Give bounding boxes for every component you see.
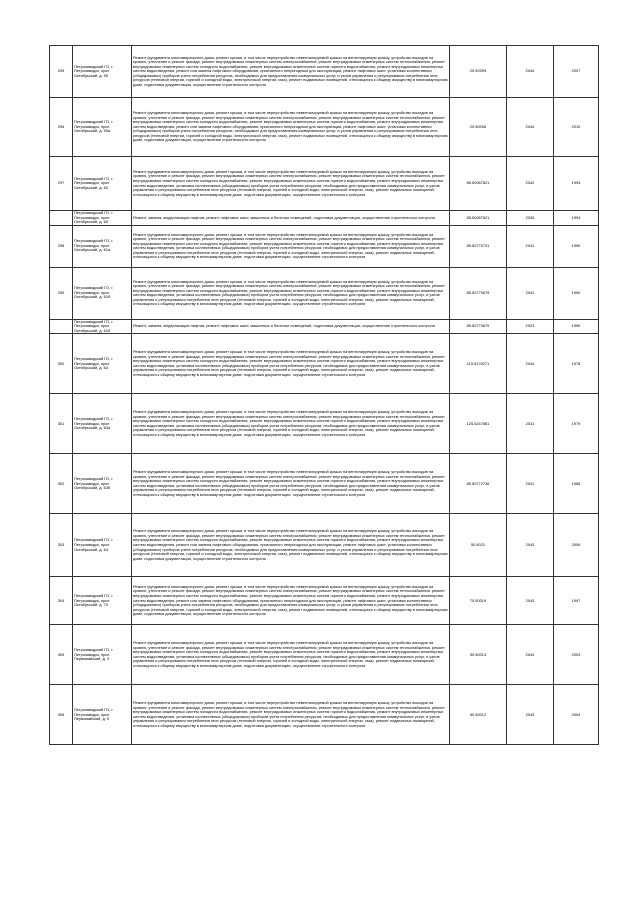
table-body bbox=[50, 46, 599, 745]
row-number: 297 bbox=[50, 157, 73, 211]
table-row bbox=[50, 98, 599, 157]
construction-year-cell: 1990 bbox=[554, 267, 599, 319]
cadastral-number-cell: 20.50399 bbox=[450, 46, 507, 98]
table-row bbox=[50, 157, 599, 211]
construction-year-cell: 2007 bbox=[554, 46, 599, 98]
construction-year-cell: 1978 bbox=[554, 334, 599, 394]
row-number: 295 bbox=[50, 46, 73, 98]
table-row bbox=[50, 211, 599, 226]
row-number bbox=[50, 319, 73, 334]
cadastral-number-cell: 50.50012 bbox=[450, 685, 507, 745]
row-number: 301 bbox=[50, 394, 73, 454]
address-cell: Петрозаводский ГО, г. Петрозаводск, прсп Октябрьский, д. 60 bbox=[73, 157, 132, 211]
cadastral-number-cell: 115.5178271 bbox=[450, 334, 507, 394]
row-number: 298 bbox=[50, 225, 73, 267]
planned-year-cell: 2044 bbox=[507, 334, 554, 394]
planned-year-cell: 2043 bbox=[507, 514, 554, 577]
planned-year-cell: 2044 bbox=[507, 98, 554, 157]
table-row bbox=[50, 685, 599, 745]
work-description-cell: Ремонт фундамента многоквартирного дома, ремонт крыши, в том числе переустройство невентилируемой крыши на вентилируемую крышу, устройство выходов на кровлю, утепление и ремонт фасада, ремонт внутридомовых инженерных систем электроснабжения, ремонт внутридомовых инженерных систем теплоснабжения, ремонт внутридомовых инженерных систем холодного водоснабжения, ремонт внутридомовых инженерных систем горячего водоснабжения, ремонт внутридомовых инженерных систем водоотведения, установка коллективных (общедомовых) приборов учета потребления ресурсов, необходимых для предоставления коммунальных услуг, и узлов управления и регулирования потребления этих ресурсов (тепловой энергии, горячей и холодной воды, электрической энергии, газа), ремонт подвальных помещений, относящихся к общему имуществу в многоквартирном доме, подготовка документации, осуществление строительного контроля bbox=[132, 394, 450, 454]
address-cell: Петрозаводский ГО, г. Петрозаводск, прсп Октябрьский, д. 70 bbox=[73, 577, 132, 625]
address-cell: Петрозаводский ГО, г. Петрозаводск, прсп Октябрьский, д. 63а bbox=[73, 394, 132, 454]
work-description-cell: Ремонт фундамента многоквартирного дома, ремонт крыши, в том числе переустройство невентилируемой крыши на вентилируемую крышу, устройство выходов на кровлю, утепление и ремонт фасада, ремонт внутридомовых инженерных систем электроснабжения, ремонт внутридомовых инженерных систем теплоснабжения, ремонт внутридомовых инженерных систем холодного водоснабжения, ремонт внутридомовых инженерных систем горячего водоснабжения, ремонт внутридомовых инженерных систем водоотведения, ремонт или замена лифтового оборудования, признанного непригодным для эксплуатации, ремонт лифтовых шахт, установка коллективных (общедомовых) приборов учета потребления ресурсов, необходимых для предоставления коммунальных услуг, и узлов управления и регулирования потребления этих ресурсов (тепловой энергии, горячей и холодной воды, электрической энергии, газа), ремонт подвальных помещений, относящихся к общему имуществу в многоквартирном доме, подготовка документации, осуществление строительного контроля bbox=[132, 577, 450, 625]
address-cell: Петрозаводский ГО, г. Петрозаводск, прсп Октябрьский, д. 59а bbox=[73, 98, 132, 157]
construction-year-cell: 1979 bbox=[554, 394, 599, 454]
construction-year-cell: 2004 bbox=[554, 685, 599, 745]
cadastral-number-cell: 85.50770731 bbox=[450, 225, 507, 267]
address-cell: Петрозаводский ГО, г. Петрозаводск, прсп Октябрьский, д. 63 bbox=[73, 334, 132, 394]
cadastral-number-cell: 50.5021 bbox=[450, 514, 507, 577]
work-description-cell: Ремонт фундамента многоквартирного дома, ремонт крыши, в том числе переустройство невентилируемой крыши на вентилируемую крышу, устройство выходов на кровлю, утепление и ремонт фасада, ремонт внутридомовых инженерных систем электроснабжения, ремонт внутридомовых инженерных систем теплоснабжения, ремонт внутридомовых инженерных систем холодного водоснабжения, ремонт внутридомовых инженерных систем горячего водоснабжения, ремонт внутридомовых инженерных систем водоотведения, установка коллективных (общедомовых) приборов учета потребления ресурсов, необходимых для предоставления коммунальных услуг, и узлов управления и регулирования потребления этих ресурсов (тепловой энергии, горячей и холодной воды, электрической энергии, газа), ремонт подвальных помещений, относящихся к общему имуществу в многоквартирном доме, подготовка документации, осуществление строительного контроля bbox=[132, 267, 450, 319]
planned-year-cell: 2043 bbox=[507, 685, 554, 745]
planned-year-cell: 2023 bbox=[507, 319, 554, 334]
row-number: 296 bbox=[50, 98, 73, 157]
work-description-cell: Ремонт фундамента многоквартирного дома, ремонт крыши, в том числе переустройство невентилируемой крыши на вентилируемую крышу, устройство выходов на кровлю, утепление и ремонт фасада, ремонт внутридомовых инженерных систем электроснабжения, ремонт внутридомовых инженерных систем теплоснабжения, ремонт внутридомовых инженерных систем холодного водоснабжения, ремонт внутридомовых инженерных систем горячего водоснабжения, ремонт внутридомовых инженерных систем водоотведения, установка коллективных (общедомовых) приборов учета потребления ресурсов, необходимых для предоставления коммунальных услуг, и узлов управления и регулирования потребления этих ресурсов (тепловой энергии, горячей и холодной воды, электрической энергии, газа), ремонт подвальных помещений, относящихся к общему имуществу в многоквартирном доме, подготовка документации, осуществление строительного контроля bbox=[132, 454, 450, 514]
planned-year-cell: 2030 bbox=[507, 211, 554, 226]
row-number: 306 bbox=[50, 685, 73, 745]
cadastral-number-cell: 75.50019 bbox=[450, 577, 507, 625]
row-number: 303 bbox=[50, 514, 73, 577]
table-row bbox=[50, 225, 599, 267]
address-cell: Петрозаводский ГО, г. Петрозаводск, прсп Октябрьский, д. 63б bbox=[73, 454, 132, 514]
planned-year-cell: 2031 bbox=[507, 394, 554, 454]
table-row bbox=[50, 577, 599, 625]
work-description-cell: Ремонт, замена, модернизация лифтов, ремонт лифтовых шахт, машинных и блочных помещений, подготовка документации, осуществление строительного контроля bbox=[132, 319, 450, 334]
table-row bbox=[50, 454, 599, 514]
table-row bbox=[50, 46, 599, 98]
cadastral-number-cell: 50.50013 bbox=[450, 625, 507, 685]
capital-repair-table bbox=[49, 45, 599, 745]
cadastral-number-cell: 85.50770679 bbox=[450, 267, 507, 319]
planned-year-cell: 2043 bbox=[507, 625, 554, 685]
cadastral-number-cell: 85.50087621 bbox=[450, 157, 507, 211]
work-description-cell: Ремонт фундамента многоквартирного дома, ремонт крыши, в том числе переустройство невентилируемой крыши на вентилируемую крышу, устройство выходов на кровлю, утепление и ремонт фасада, ремонт внутридомовых инженерных систем электроснабжения, ремонт внутридомовых инженерных систем теплоснабжения, ремонт внутридомовых инженерных систем холодного водоснабжения, ремонт внутридомовых инженерных систем горячего водоснабжения, ремонт внутридомовых инженерных систем водоотведения, установка коллективных (общедомовых) приборов учета потребления ресурсов, необходимых для предоставления коммунальных услуг, и узлов управления и регулирования потребления этих ресурсов (тепловой энергии, горячей и холодной воды, электрической энергии, газа), ремонт подвальных помещений, относящихся к общему имуществу в многоквартирном доме, подготовка документации, осуществление строительного контроля bbox=[132, 225, 450, 267]
work-description-cell: Ремонт фундамента многоквартирного дома, ремонт крыши, в том числе переустройство невентилируемой крыши на вентилируемую крышу, устройство выходов на кровлю, утепление и ремонт фасада, ремонт внутридомовых инженерных систем электроснабжения, ремонт внутридомовых инженерных систем теплоснабжения, ремонт внутридомовых инженерных систем холодного водоснабжения, ремонт внутридомовых инженерных систем горячего водоснабжения, ремонт внутридомовых инженерных систем водоотведения, ремонт или замена лифтового оборудования, признанного непригодным для эксплуатации, ремонт лифтовых шахт, установка коллективных (общедомовых) приборов учета потребления ресурсов, необходимых для предоставления коммунальных услуг, и узлов управления и регулирования потребления этих ресурсов (тепловой энергии, горячей и холодной воды, электрической энергии, газа), ремонт подвальных помещений, относящихся к общему имуществу в многоквартирном доме, подготовка документации, осуществление строительного контроля bbox=[132, 98, 450, 157]
construction-year-cell: 1990 bbox=[554, 225, 599, 267]
table-row bbox=[50, 625, 599, 685]
table-row bbox=[50, 514, 599, 577]
construction-year-cell: 1988 bbox=[554, 454, 599, 514]
planned-year-cell: 2041 bbox=[507, 454, 554, 514]
cadastral-number-cell: 85.50770679 bbox=[450, 319, 507, 334]
planned-year-cell: 2041 bbox=[507, 267, 554, 319]
work-description-cell: Ремонт, замена, модернизация лифтов, ремонт лифтовых шахт, машинных и блочных помещений, подготовка документации, осуществление строительного контроля bbox=[132, 211, 450, 226]
construction-year-cell: 2010 bbox=[554, 98, 599, 157]
address-cell: Петрозаводский ГО, г. Петрозаводск, прсп Первомайский, д. 5 bbox=[73, 685, 132, 745]
construction-year-cell: 1994 bbox=[554, 157, 599, 211]
planned-year-cell: 2043 bbox=[507, 577, 554, 625]
planned-year-cell: 2041 bbox=[507, 225, 554, 267]
table-row bbox=[50, 319, 599, 334]
table-row bbox=[50, 334, 599, 394]
planned-year-cell: 2042 bbox=[507, 157, 554, 211]
cadastral-number-cell: 125.5247681 bbox=[450, 394, 507, 454]
row-number: 305 bbox=[50, 625, 73, 685]
row-number: 304 bbox=[50, 577, 73, 625]
address-cell: Петрозаводский ГО, г. Петрозаводск, прсп Октябрьский, д. 64 bbox=[73, 514, 132, 577]
construction-year-cell: 1990 bbox=[554, 319, 599, 334]
cadastral-number-cell: 20.50006 bbox=[450, 98, 507, 157]
work-description-cell: Ремонт фундамента многоквартирного дома, ремонт крыши, в том числе переустройство невентилируемой крыши на вентилируемую крышу, устройство выходов на кровлю, утепление и ремонт фасада, ремонт внутридомовых инженерных систем электроснабжения, ремонт внутридомовых инженерных систем теплоснабжения, ремонт внутридомовых инженерных систем холодного водоснабжения, ремонт внутридомовых инженерных систем горячего водоснабжения, ремонт внутридомовых инженерных систем водоотведения, установка коллективных (общедомовых) приборов учета потребления ресурсов, необходимых для предоставления коммунальных услуг, и узлов управления и регулирования потребления этих ресурсов (тепловой энергии, горячей и холодной воды, электрической энергии, газа), ремонт подвальных помещений, относящихся к общему имуществу в многоквартирном доме, подготовка документации, осуществление строительного контроля bbox=[132, 157, 450, 211]
table-row bbox=[50, 394, 599, 454]
cadastral-number-cell: 85.50772736 bbox=[450, 454, 507, 514]
address-cell: Петрозаводский ГО, г. Петрозаводск, прсп Октябрьский, д. 60 bbox=[73, 211, 132, 226]
table-row bbox=[50, 267, 599, 319]
address-cell: Петрозаводский ГО, г. Петрозаводск, прсп Октябрьский, д. 61б bbox=[73, 319, 132, 334]
construction-year-cell: 2006 bbox=[554, 514, 599, 577]
construction-year-cell: 1994 bbox=[554, 211, 599, 226]
construction-year-cell: 2003 bbox=[554, 625, 599, 685]
work-description-cell: Ремонт фундамента многоквартирного дома, ремонт крыши, в том числе переустройство невентилируемой крыши на вентилируемую крышу, устройство выходов на кровлю, утепление и ремонт фасада, ремонт внутридомовых инженерных систем электроснабжения, ремонт внутридомовых инженерных систем теплоснабжения, ремонт внутридомовых инженерных систем холодного водоснабжения, ремонт внутридомовых инженерных систем горячего водоснабжения, ремонт внутридомовых инженерных систем водоотведения, ремонт или замена лифтового оборудования, признанного непригодным для эксплуатации, ремонт лифтовых шахт, установка коллективных (общедомовых) приборов учета потребления ресурсов, необходимых для предоставления коммунальных услуг, и узлов управления и регулирования потребления этих ресурсов (тепловой энергии, горячей и холодной воды, электрической энергии, газа), ремонт подвальных помещений, относящихся к общему имуществу в многоквартирном доме, подготовка документации, осуществление строительного контроля bbox=[132, 514, 450, 577]
cadastral-number-cell: 85.50087621 bbox=[450, 211, 507, 226]
address-cell: Петрозаводский ГО, г. Петрозаводск, прсп Октябрьский, д. 59 bbox=[73, 46, 132, 98]
row-number: 302 bbox=[50, 454, 73, 514]
address-cell: Петрозаводский ГО, г. Петрозаводск, прсп Первомайский, д. 3 bbox=[73, 625, 132, 685]
address-cell: Петрозаводский ГО, г. Петрозаводск, прсп Октябрьский, д. 61а bbox=[73, 225, 132, 267]
work-description-cell: Ремонт фундамента многоквартирного дома, ремонт крыши, в том числе переустройство невентилируемой крыши на вентилируемую крышу, устройство выходов на кровлю, утепление и ремонт фасада, ремонт внутридомовых инженерных систем электроснабжения, ремонт внутридомовых инженерных систем теплоснабжения, ремонт внутридомовых инженерных систем холодного водоснабжения, ремонт внутридомовых инженерных систем горячего водоснабжения, ремонт внутридомовых инженерных систем водоотведения, ремонт или замена лифтового оборудования, признанного непригодным для эксплуатации, ремонт лифтовых шахт, установка коллективных (общедомовых) приборов учета потребления ресурсов, необходимых для предоставления коммунальных услуг, и узлов управления и регулирования потребления этих ресурсов (тепловой энергии, горячей и холодной воды, электрической энергии, газа), ремонт подвальных помещений, относящихся к общему имуществу в многоквартирном доме, подготовка документации, осуществление строительного контроля bbox=[132, 46, 450, 98]
row-number: 299 bbox=[50, 267, 73, 319]
construction-year-cell: 1997 bbox=[554, 577, 599, 625]
planned-year-cell: 2044 bbox=[507, 46, 554, 98]
work-description-cell: Ремонт фундамента многоквартирного дома, ремонт крыши, в том числе переустройство невентилируемой крыши на вентилируемую крышу, устройство выходов на кровлю, утепление и ремонт фасада, ремонт внутридомовых инженерных систем электроснабжения, ремонт внутридомовых инженерных систем теплоснабжения, ремонт внутридомовых инженерных систем холодного водоснабжения, ремонт внутридомовых инженерных систем горячего водоснабжения, ремонт внутридомовых инженерных систем водоотведения, установка коллективных (общедомовых) приборов учета потребления ресурсов, необходимых для предоставления коммунальных услуг, и узлов управления и регулирования потребления этих ресурсов (тепловой энергии, горячей и холодной воды, электрической энергии, газа), ремонт подвальных помещений, относящихся к общему имуществу в многоквартирном доме, подготовка документации, осуществление строительного контроля bbox=[132, 625, 450, 685]
row-number bbox=[50, 211, 73, 226]
work-description-cell: Ремонт фундамента многоквартирного дома, ремонт крыши, в том числе переустройство невентилируемой крыши на вентилируемую крышу, устройство выходов на кровлю, утепление и ремонт фасада, ремонт внутридомовых инженерных систем электроснабжения, ремонт внутридомовых инженерных систем теплоснабжения, ремонт внутридомовых инженерных систем холодного водоснабжения, ремонт внутридомовых инженерных систем горячего водоснабжения, ремонт внутридомовых инженерных систем водоотведения, установка коллективных (общедомовых) приборов учета потребления ресурсов, необходимых для предоставления коммунальных услуг, и узлов управления и регулирования потребления этих ресурсов (тепловой энергии, горячей и холодной воды, электрической энергии, газа), ремонт подвальных помещений, относящихся к общему имуществу в многоквартирном доме, подготовка документации, осуществление строительного контроля bbox=[132, 334, 450, 394]
row-number: 300 bbox=[50, 334, 73, 394]
address-cell: Петрозаводский ГО, г. Петрозаводск, прсп Октябрьский, д. 61б bbox=[73, 267, 132, 319]
work-description-cell: Ремонт фундамента многоквартирного дома, ремонт крыши, в том числе переустройство невентилируемой крыши на вентилируемую крышу, устройство выходов на кровлю, утепление и ремонт фасада, ремонт внутридомовых инженерных систем электроснабжения, ремонт внутридомовых инженерных систем теплоснабжения, ремонт внутридомовых инженерных систем холодного водоснабжения, ремонт внутридомовых инженерных систем горячего водоснабжения, ремонт внутридомовых инженерных систем водоотведения, установка коллективных (общедомовых) приборов учета потребления ресурсов, необходимых для предоставления коммунальных услуг, и узлов управления и регулирования потребления этих ресурсов (тепловой энергии, горячей и холодной воды, электрической энергии, газа), ремонт подвальных помещений, относящихся к общему имуществу в многоквартирном доме, подготовка документации, осуществление строительного контроля bbox=[132, 685, 450, 745]
